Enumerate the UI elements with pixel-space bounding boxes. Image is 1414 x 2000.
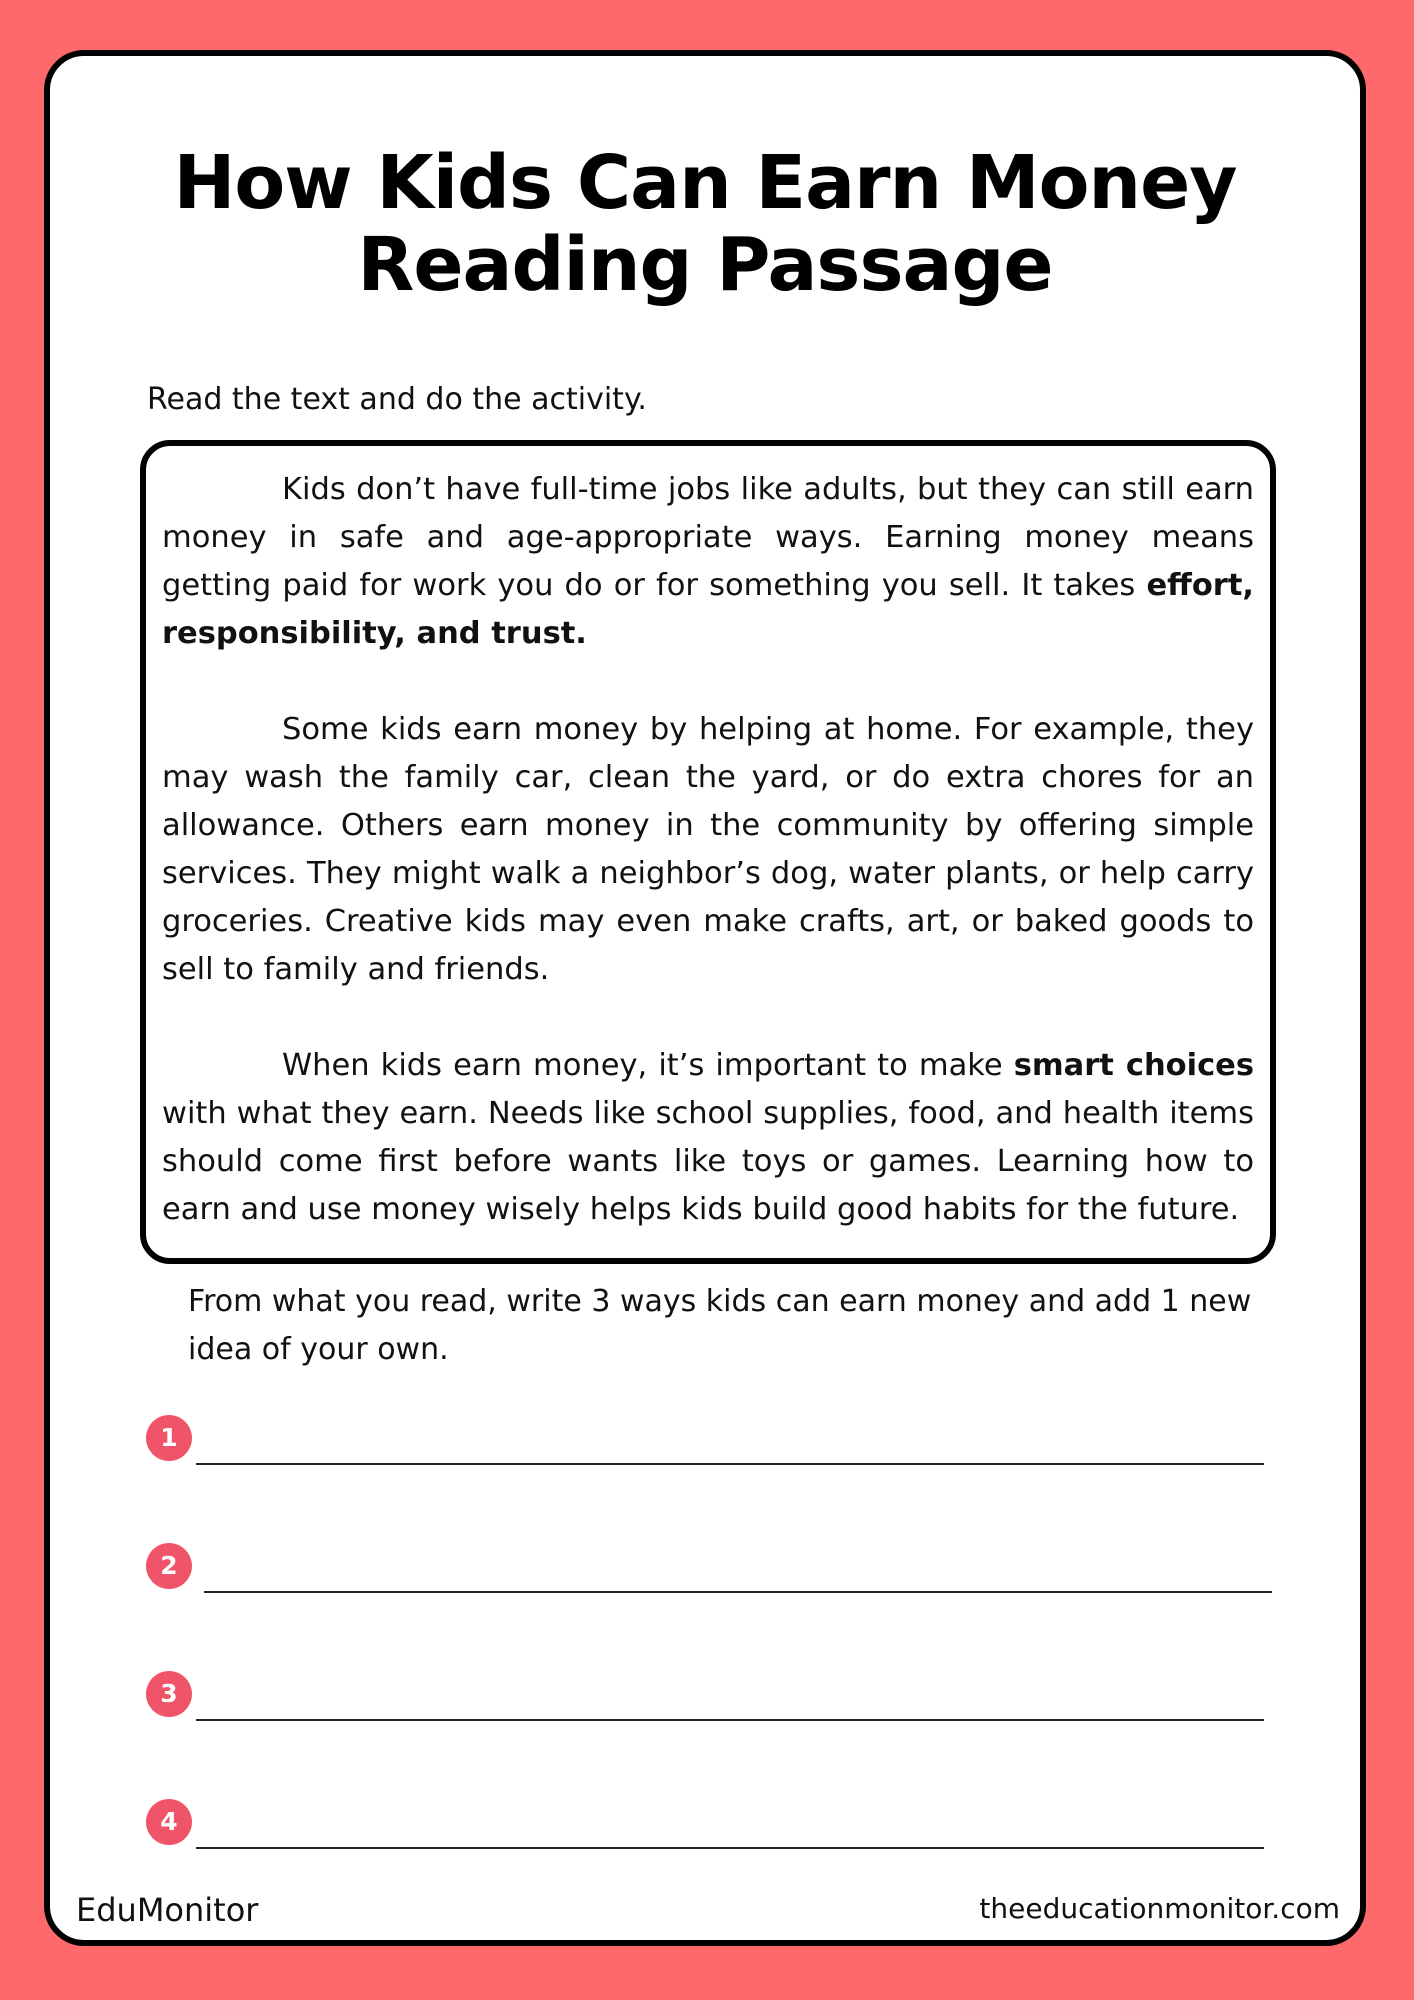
passage-p3-bold: smart choices <box>1013 1048 1254 1083</box>
passage-p1-bold: effort, responsibility, and trust. <box>162 568 1254 651</box>
passage-paragraph-2 <box>162 706 1254 994</box>
passage-paragraph-1 <box>162 466 1254 658</box>
answer-row-4 <box>146 1799 1306 1869</box>
task-prompt: From what you read, write 3 ways kids can earn money and add 1 new idea of your own. <box>188 1284 1252 1367</box>
reading-passage-box <box>140 440 1276 1264</box>
answer-row-3 <box>146 1671 1306 1741</box>
passage-p3-text-before: When kids earn money, it’s important to make <box>282 1048 1014 1083</box>
answer-line-2[interactable] <box>204 1591 1272 1593</box>
passage-paragraph-3 <box>162 1042 1254 1234</box>
passage-p1-text: Kids don’t have full-time jobs like adults, but they can still earn money in safe and age-appropriate ways. Earning money means getting paid for work you do or for something you sell. It takes <box>162 472 1254 603</box>
footer-website-link[interactable]: theeducationmonitor.com <box>979 1892 1340 1925</box>
number-badge-4: 4 <box>146 1799 192 1845</box>
passage-p3-text-after: with what they earn. Needs like school supplies, food, and health items should come first before wants like toys or games. Learning how to earn and use money wisely helps kids build good habits for the future. <box>162 1096 1254 1227</box>
answer-line-1[interactable] <box>196 1463 1264 1465</box>
number-badge-3: 3 <box>146 1671 192 1717</box>
passage-p2-text: Some kids earn money by helping at home. For example, they may wash the family car, clean the yard, or do extra chores for an allowance. Others earn money in the community by offering simple services. They might walk a neighbor’s dog, water plants, or help carry groceries. Creative kids may even make crafts, art, or baked goods to sell to family and friends. <box>162 712 1254 987</box>
number-badge-1: 1 <box>146 1415 192 1461</box>
worksheet-card <box>44 50 1366 1946</box>
number-badge-2: 2 <box>146 1543 192 1589</box>
answer-line-4[interactable] <box>196 1847 1264 1849</box>
footer-brand: EduMonitor <box>76 1891 259 1929</box>
answer-row-2 <box>146 1543 1306 1613</box>
page-title <box>50 142 1360 306</box>
answer-line-3[interactable] <box>196 1719 1264 1721</box>
instruction-text: Read the text and do the activity. <box>147 382 647 417</box>
answer-row-1 <box>146 1415 1306 1485</box>
title-line-1: How Kids Can Earn Money <box>173 140 1237 226</box>
title-line-2: Reading Passage <box>357 222 1053 308</box>
